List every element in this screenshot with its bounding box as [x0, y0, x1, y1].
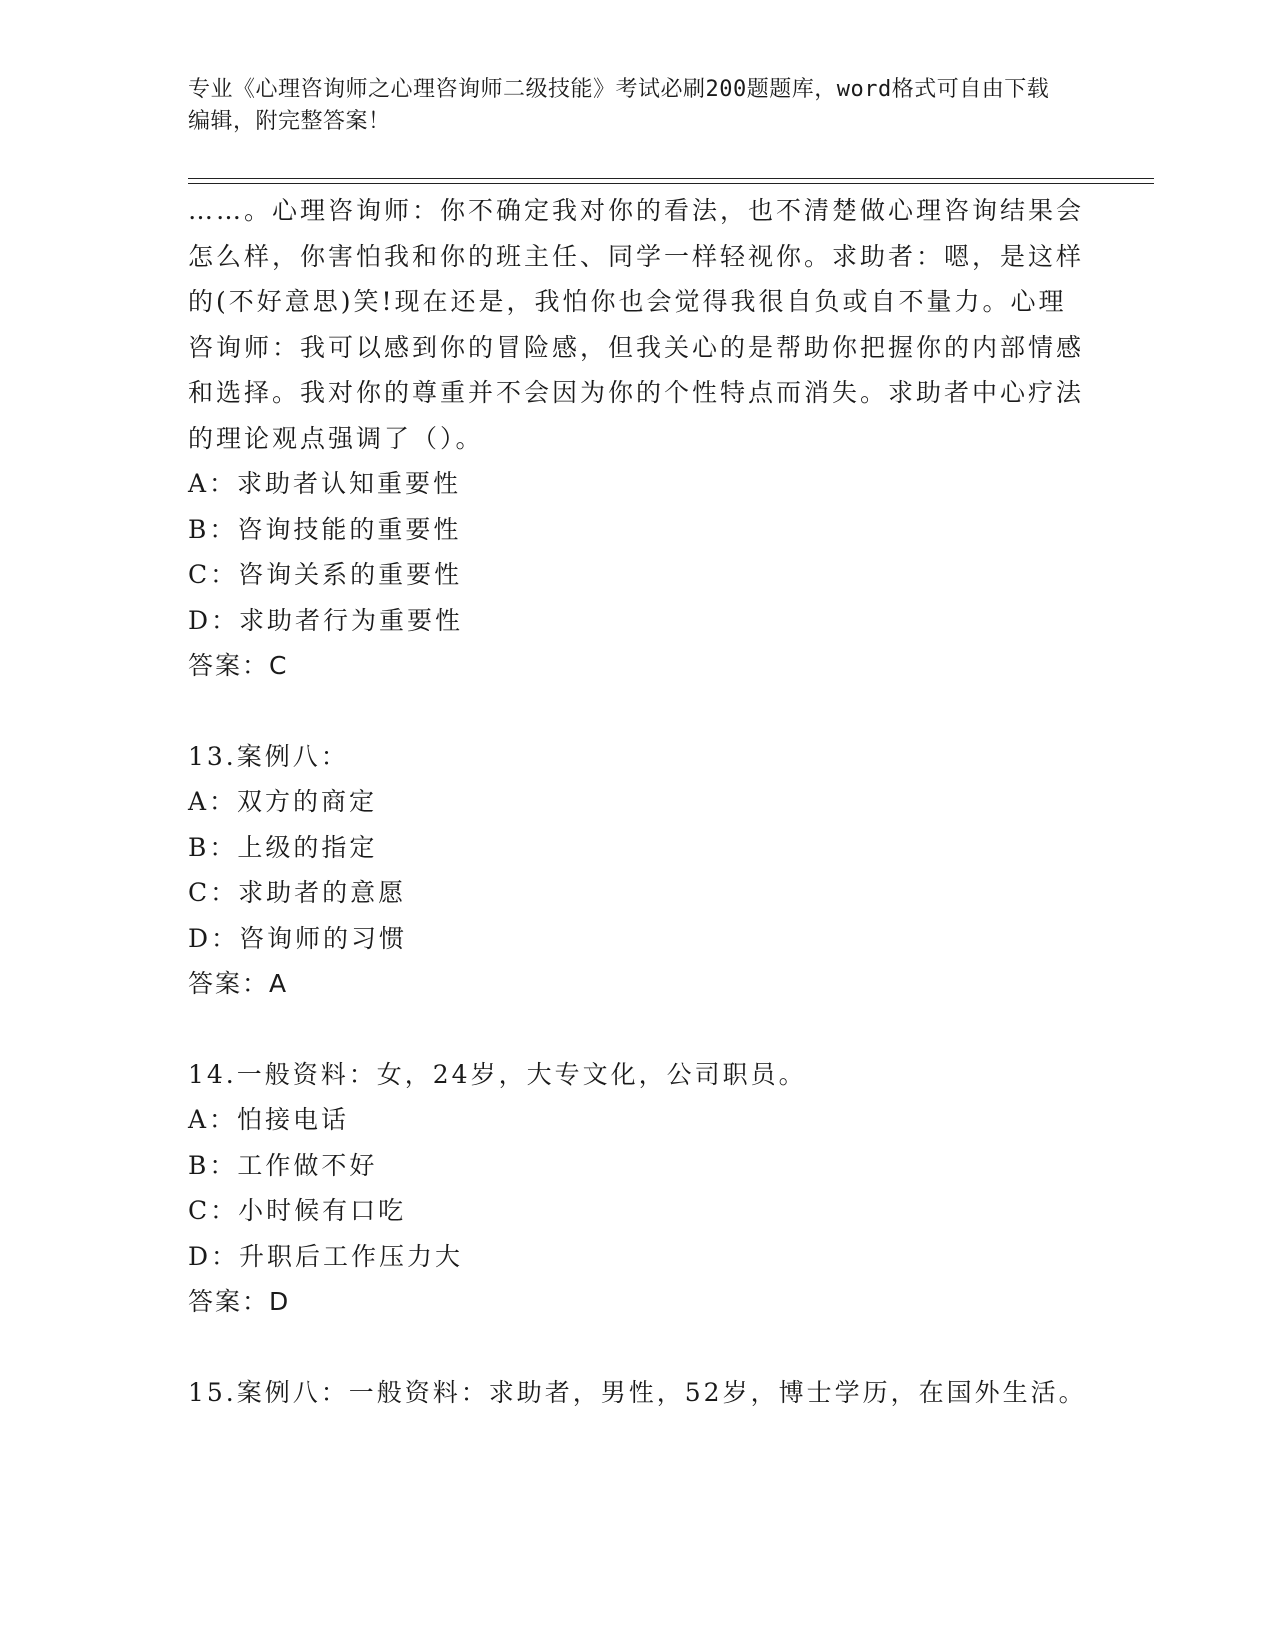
option-d: D：求助者行为重要性	[188, 605, 464, 635]
option-a: A：怕接电话	[188, 1105, 350, 1134]
option-c: C：咨询关系的重要性	[188, 560, 463, 589]
question-text: 15.案例八：一般资料：求助者，男性，52岁，博士学历，在国外生活。	[188, 1377, 1087, 1407]
question-block	[188, 734, 1088, 1007]
document-body	[188, 188, 1088, 1415]
option-a: A：双方的商定	[188, 787, 378, 816]
option-a: A：求助者认知重要性	[188, 469, 462, 498]
question-text: ……。心理咨询师：你不确定我对你的看法，也不清楚做心理咨询结果会怎么样，你害怕我和你的班主任、同学一样轻视你。求助者：嗯，是这样的(不好意思)笑!现在还是，我怕你也会觉得我很自负或自不量力。心理咨询师：我可以感到你的冒险感，但我关心的是帮助你把握你的内部情感和选择。我对你的尊重并不会因为你的个性特点而消失。求助者中心疗法的理论观点强调了（）。	[188, 196, 1085, 453]
option-c: C：小时候有口吃	[188, 1196, 407, 1225]
question-text: 14.一般资料：女，24岁，大专文化，公司职员。	[188, 1059, 807, 1089]
option-b: B：上级的指定	[188, 832, 378, 862]
answer-line: 答案：A	[188, 969, 289, 998]
header-divider-bottom	[188, 183, 1154, 184]
option-b: B：工作做不好	[188, 1150, 378, 1180]
answer-line: 答案：C	[188, 651, 289, 680]
question-block	[188, 1370, 1088, 1416]
option-d: D：升职后工作压力大	[188, 1241, 464, 1271]
answer-line: 答案：D	[188, 1287, 291, 1316]
question-block	[188, 1052, 1088, 1325]
header-divider-top	[188, 178, 1154, 179]
question-text: 13.案例八：	[188, 741, 349, 771]
question-block	[188, 188, 1088, 689]
option-b: B：咨询技能的重要性	[188, 514, 462, 544]
option-c: C：求助者的意愿	[188, 878, 407, 907]
option-d: D：咨询师的习惯	[188, 923, 408, 953]
document-header: 专业《心理咨询师之心理咨询师二级技能》考试必刷200题题库，word格式可自由下载编辑，附完整答案！	[188, 77, 1050, 134]
